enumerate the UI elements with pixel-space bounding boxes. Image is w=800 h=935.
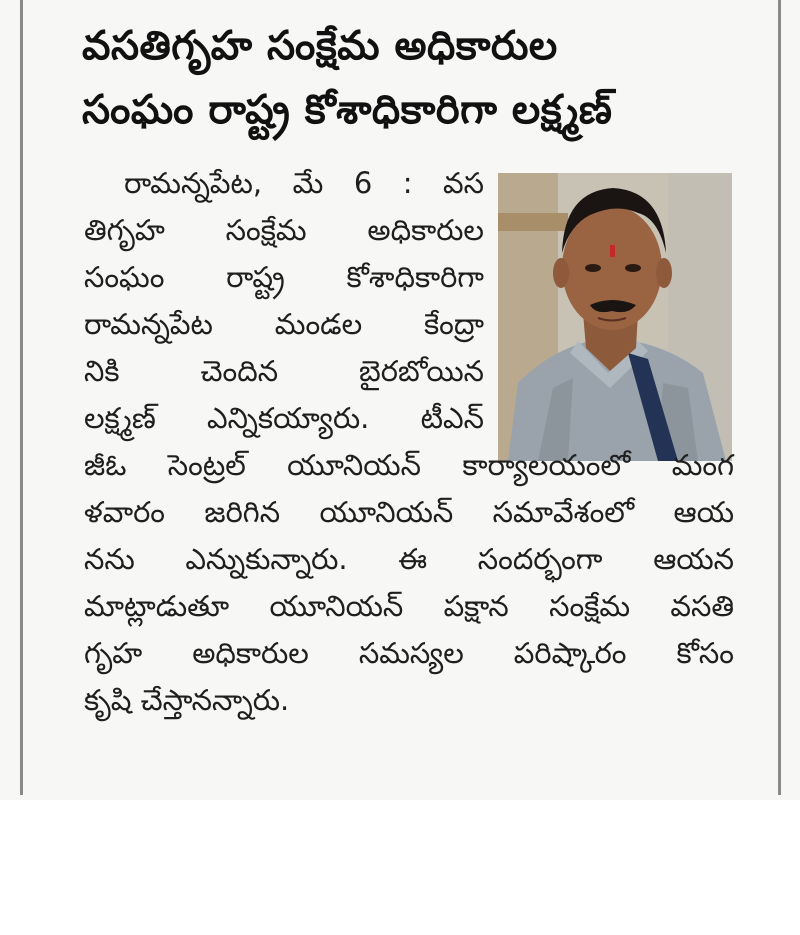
body-line: గృహ అధికారుల సమస్యల పరిష్కారం కోసం xyxy=(84,636,734,670)
body-line: ళవారం జరిగిన యూనియన్ సమావేశంలో ఆయ xyxy=(84,495,734,529)
body-line: జీఓ సెంట్రల్ యూనియన్ కార్యాలయంలో మంగ xyxy=(84,448,734,482)
body-line: మాట్లాడుతూ యూనియన్ పక్షాన సంక్షేమ వసతి xyxy=(84,589,734,623)
body-line: సంఘం రాష్ట్ర కోశాధికారిగా xyxy=(84,260,484,294)
body-line: లక్ష్మణ్ ఎన్నికయ్యారు. టీఎన్ xyxy=(84,401,484,435)
body-line: నను ఎన్నుకున్నారు. ఈ సందర్భంగా ఆయన xyxy=(84,542,734,576)
article-headline xyxy=(82,14,742,142)
headline-line-1: వసతిగృహ సంక్షేమ అధికారుల xyxy=(82,23,558,69)
body-line: నికి చెందిన బైరబోయిన xyxy=(84,354,484,388)
article-body xyxy=(84,160,734,724)
body-line: కృషి చేస్తానన్నారు. xyxy=(84,683,290,717)
body-line: రామన్నపేట, మే 6 : వస xyxy=(124,166,484,200)
body-line: తిగృహ సంక్షేమ అధికారుల xyxy=(84,213,484,247)
left-column-rule xyxy=(20,0,23,795)
body-line: రామన్నపేట మండల కేంద్రా xyxy=(84,307,484,341)
headline-line-2: సంఘం రాష్ట్ర కోశాధికారిగా లక్ష్మణ్ xyxy=(82,87,613,133)
right-column-rule xyxy=(778,0,781,795)
